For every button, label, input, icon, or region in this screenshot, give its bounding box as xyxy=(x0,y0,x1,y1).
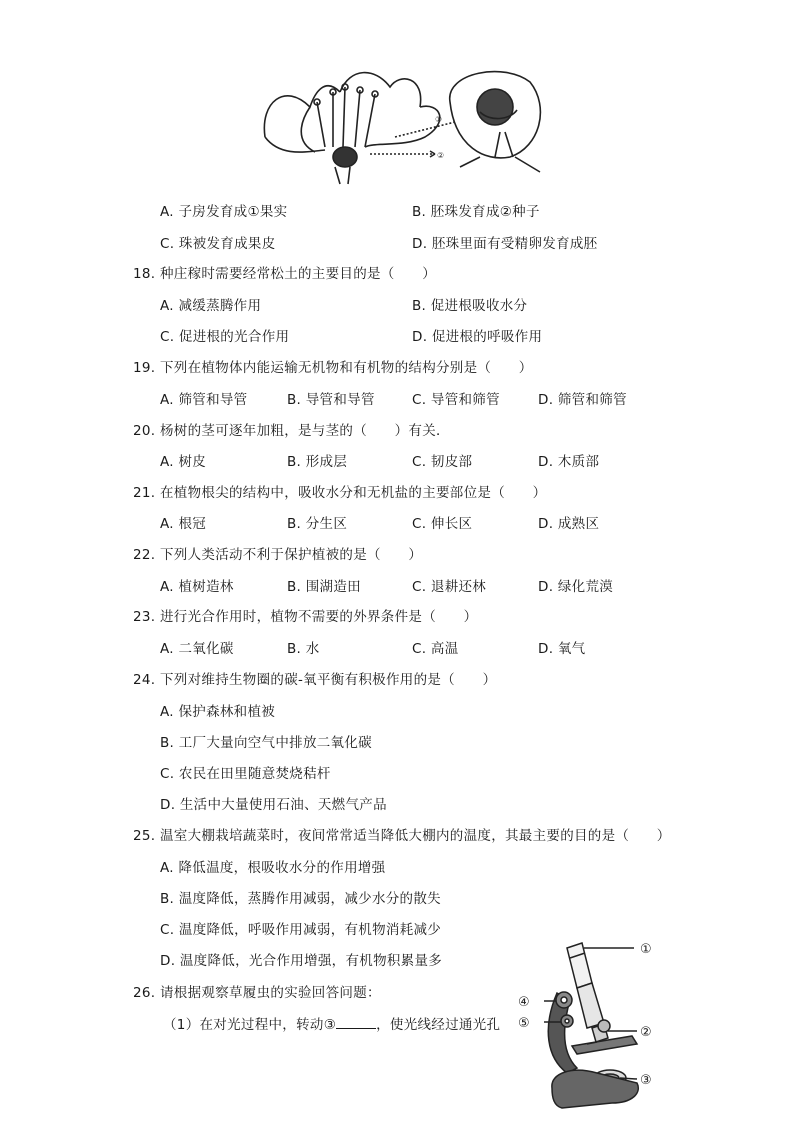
q22-option-c: C. 退耕还林 xyxy=(412,579,487,595)
question-number: 25. xyxy=(133,828,156,844)
q19-option-d: D. 筛管和筛管 xyxy=(538,392,627,408)
q21-option-c: C. 伸长区 xyxy=(412,516,473,532)
q18-option-c: C. 促进根的光合作用 xyxy=(160,329,290,345)
microscope-label-2: ② xyxy=(640,1025,652,1040)
q21-option-b: B. 分生区 xyxy=(287,516,348,532)
q26-sub1-prefix: （1）在对光过程中，转动③ xyxy=(163,1017,337,1033)
question-number: 19. xyxy=(133,360,156,376)
q20-option-d: D. 木质部 xyxy=(538,454,600,470)
q23-stem xyxy=(133,605,477,625)
q24-option-d: D. 生活中大量使用石油、天燃气产品 xyxy=(160,797,387,813)
q24-option-c: C. 农民在田里随意焚烧秸杆 xyxy=(160,766,331,782)
q18-option-d: D. 促进根的呼吸作用 xyxy=(412,329,543,345)
answer-blank[interactable] xyxy=(336,1016,376,1029)
q20-option-a: A. 树皮 xyxy=(160,454,207,470)
q19-option-a: A. 筛管和导管 xyxy=(160,392,248,408)
question-text: 温室大棚栽培蔬菜时，夜间常常适当降低大棚内的温度，其最主要的目的是（ ） xyxy=(160,828,671,844)
question-number: 23. xyxy=(133,609,156,625)
q23-option-b: B. 水 xyxy=(287,641,320,657)
q25-option-d: D. 温度降低，光合作用增强，有机物积累量多 xyxy=(160,953,443,969)
question-number: 26. xyxy=(133,985,156,1001)
q24-option-a: A. 保护森林和植被 xyxy=(160,704,276,720)
q23-option-d: D. 氧气 xyxy=(538,641,586,657)
q18-stem xyxy=(133,262,436,282)
q23-option-a: A. 二氧化碳 xyxy=(160,641,234,657)
q17-option-a: A. 子房发育成①果实 xyxy=(160,204,288,220)
question-text: 请根据观察草履虫的实验回答问题： xyxy=(160,985,381,1001)
figure-label-1: ① xyxy=(435,115,443,124)
q25-option-a: A. 降低温度，根吸收水分的作用增强 xyxy=(160,860,386,876)
q18-option-a: A. 减缓蒸腾作用 xyxy=(160,298,262,314)
q25-option-b: B. 温度降低，蒸腾作用减弱，减少水分的散失 xyxy=(160,891,441,907)
q20-option-c: C. 韧皮部 xyxy=(412,454,473,470)
q22-stem xyxy=(133,543,422,563)
q22-option-b: B. 围湖造田 xyxy=(287,579,361,595)
question-text: 进行光合作用时，植物不需要的外界条件是（ ） xyxy=(160,609,478,625)
q22-option-d: D. 绿化荒漠 xyxy=(538,579,614,595)
microscope-figure xyxy=(512,938,672,1118)
q26-sub1 xyxy=(163,1013,500,1033)
question-text: 下列在植物体内能运输无机物和有机物的结构分别是（ ） xyxy=(160,360,533,376)
q19-stem xyxy=(133,356,533,376)
q19-option-b: B. 导管和导管 xyxy=(287,392,375,408)
q21-option-d: D. 成熟区 xyxy=(538,516,600,532)
q17-option-c: C. 珠被发育成果皮 xyxy=(160,236,276,252)
q17-option-d: D. 胚珠里面有受精卵发育成胚 xyxy=(412,236,598,252)
q23-option-c: C. 高温 xyxy=(412,641,459,657)
microscope-label-5: ⑤ xyxy=(518,1016,530,1031)
microscope-label-4: ④ xyxy=(518,995,530,1010)
question-text: 种庄稼时需要经常松土的主要目的是（ ） xyxy=(160,266,436,282)
microscope-label-1: ① xyxy=(640,942,652,957)
q25-option-c: C. 温度降低，呼吸作用减弱，有机物消耗减少 xyxy=(160,922,442,938)
q20-stem xyxy=(133,419,450,439)
question-text: 下列人类活动不利于保护植被的是（ ） xyxy=(160,547,423,563)
question-number: 18. xyxy=(133,266,156,282)
question-number: 22. xyxy=(133,547,156,563)
flower-fruit-figure xyxy=(255,62,545,187)
q26-stem xyxy=(133,981,381,1001)
question-text: 杨树的茎可逐年加粗，是与茎的（ ）有关． xyxy=(160,423,450,439)
question-number: 20. xyxy=(133,423,156,439)
q22-option-a: A. 植树造林 xyxy=(160,579,234,595)
figure-label-2: ② xyxy=(437,151,445,160)
q17-option-b: B. 胚珠发育成②种子 xyxy=(412,204,540,220)
q26-sub1-suffix: ，使光线经过通光孔 xyxy=(376,1017,501,1033)
q21-stem xyxy=(133,481,546,501)
microscope-label-3: ③ xyxy=(640,1073,652,1088)
q21-option-a: A. 根冠 xyxy=(160,516,207,532)
q20-option-b: B. 形成层 xyxy=(287,454,348,470)
q25-stem xyxy=(133,824,671,844)
q18-option-b: B. 促进根吸收水分 xyxy=(412,298,528,314)
question-text: 在植物根尖的结构中，吸收水分和无机盐的主要部位是（ ） xyxy=(160,485,547,501)
q19-option-c: C. 导管和筛管 xyxy=(412,392,500,408)
question-text: 下列对维持生物圈的碳-氧平衡有积极作用的是（ ） xyxy=(160,672,497,688)
question-number: 24. xyxy=(133,672,156,688)
q24-stem xyxy=(133,668,496,688)
q24-option-b: B. 工厂大量向空气中排放二氧化碳 xyxy=(160,735,372,751)
question-number: 21. xyxy=(133,485,156,501)
